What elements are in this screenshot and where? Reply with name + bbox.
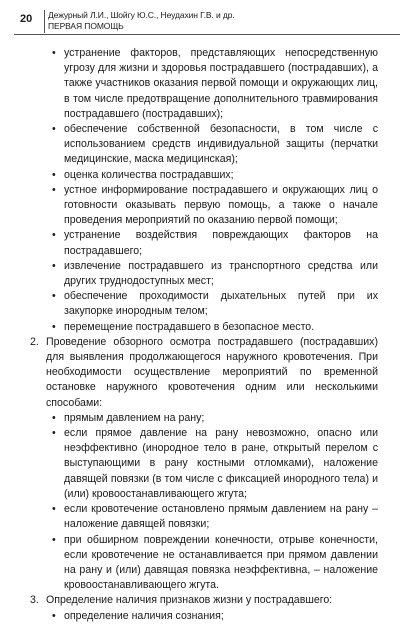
numbered-item-2 [30,335,378,593]
page-number: 20 [20,13,33,25]
list-item: • при обширном повреждении конечности, отрыве конечности, если кровотечение не останавливается при прямом давлении на рану и (или) давящая повязка неэффективна, – наложение кровоостанавливающего жгута. [48,533,378,594]
list-item: • перемещение пострадавшего в безопасное место. [48,320,378,335]
list-item: • определение наличия сознания; [48,609,378,624]
list-item: • если кровотечение остановлено прямым давлением на рану – наложение давящей повязки; [48,502,378,532]
list-item: • устранение воздействия повреждающих факторов на пострадавшего; [48,228,378,258]
item-number: 2. [30,335,39,348]
header-authors: Дежурный Л.И., Шойгу Ю.С., Неудахин Г.В. и др. [48,10,235,20]
list-item: • устное информирование пострадавшего и окружающих лиц о готовности оказывать первую помощь, а также о начале проведения мероприятий по оказанию первой помощи; [48,183,378,229]
list-item: • прямым давлением на рану; [48,411,378,426]
header-divider [44,10,45,33]
header-text [48,10,235,31]
list-item: • если прямое давление на рану невозможно, опасно или неэффективно (инородное тело в ране, открытый перелом с выступающими в рану костными отломками), наложение давящей повязки (в том числе с фиксацией инородного тела) и (или) кровоостанавливающего жгута; [48,426,378,502]
list-item: • обеспечение собственной безопасности, в том числе с использованием средств индивидуальной защиты (перчатки медицинские, маска медицинская); [48,122,378,168]
numbered-list [30,335,378,624]
list-item: • оценка количества пострадавших; [48,168,378,183]
running-header [14,8,400,35]
item-number: 3. [30,594,39,607]
top-bullet-list [48,46,378,335]
item-text: Проведение обзорного осмотра пострадавшего (пострадавших) для выявления продолжающегося наружного кровотечения. При необходимости осуществление мероприятий по временной остановке наружного кровотечения одним или несколькими способами: [46,335,378,409]
list-item: • извлечение пострадавшего из транспортного средства или других труднодоступных мест; [48,259,378,289]
numbered-item-3 [30,593,378,623]
list-item: • устранение факторов, представляющих непосредственную угрозу для жизни и здоровья пострадавшего (пострадавших), а также участников оказания первой помощи и окружающих лиц, в том числе предотвращение дополнительного травмирования пострадавшего (пострадавших); [48,46,378,122]
page-body [30,46,378,624]
item-text: Определение наличия признаков жизни у пострадавшего: [46,594,333,607]
bleeding-methods-list [48,411,378,593]
list-item: • обеспечение проходимости дыхательных путей при их закупорке инородным телом; [48,289,378,319]
signs-of-life-list [48,609,378,624]
header-book-title: ПЕРВАЯ ПОМОЩЬ [48,20,124,31]
